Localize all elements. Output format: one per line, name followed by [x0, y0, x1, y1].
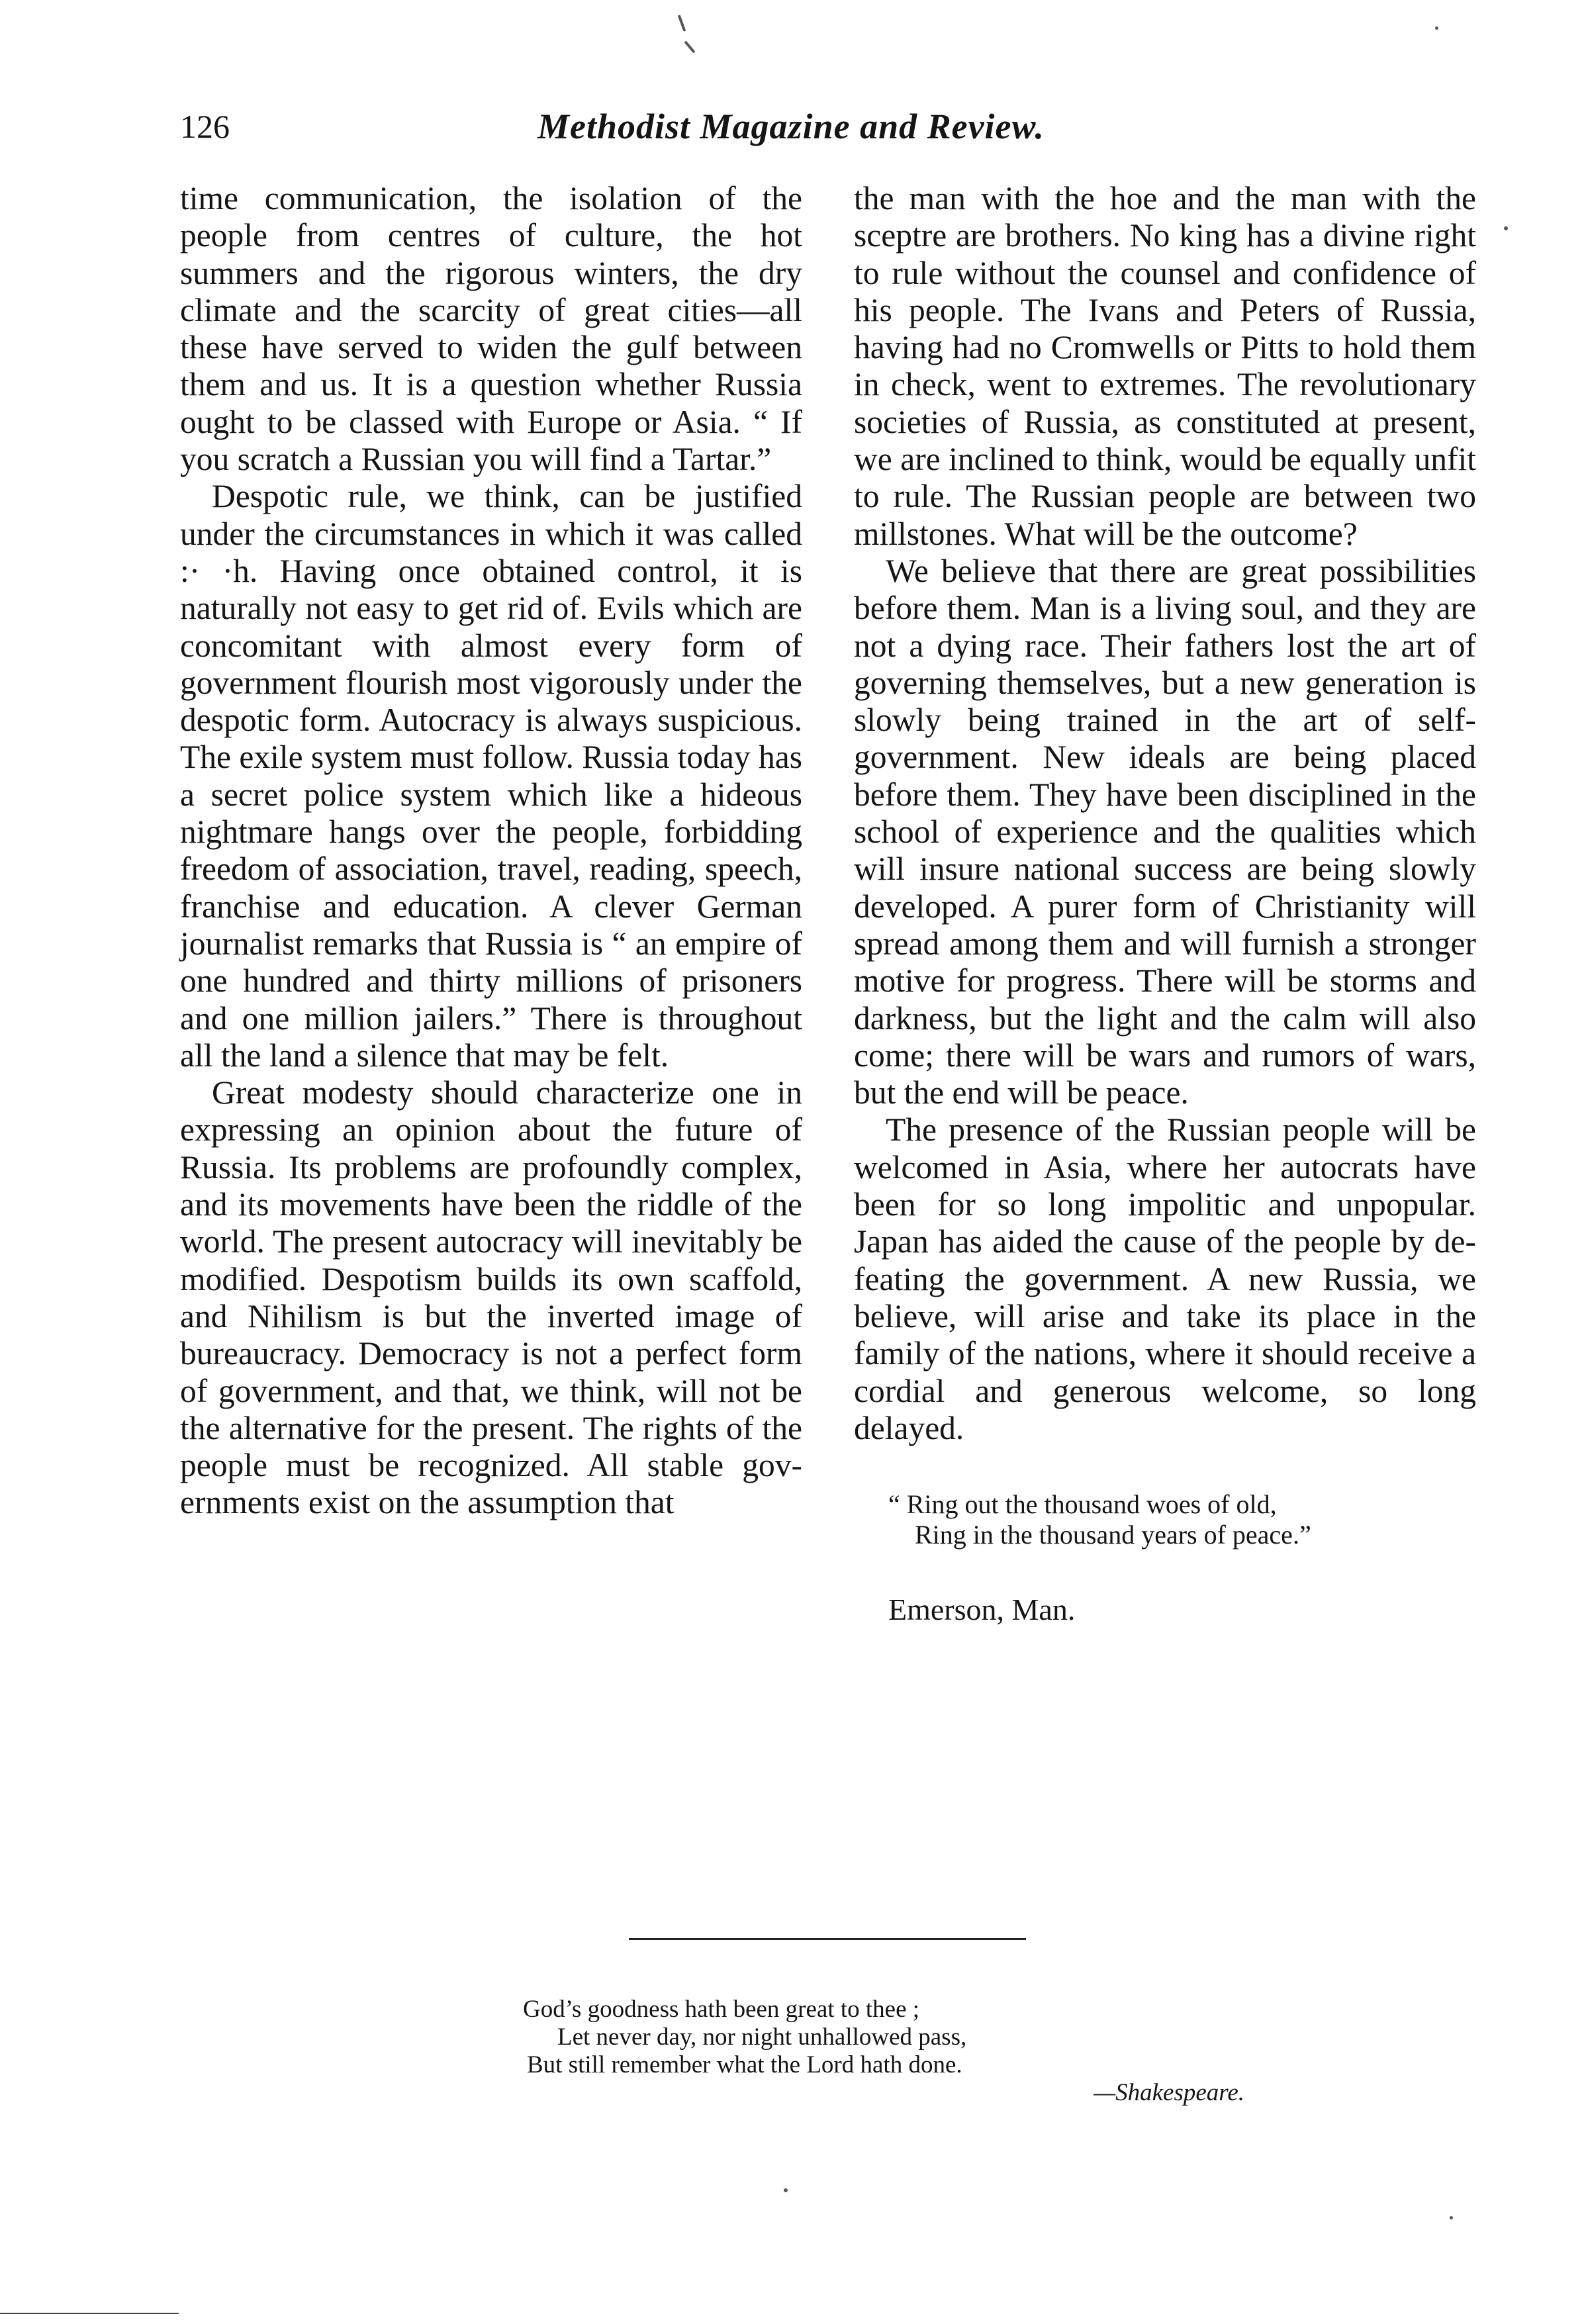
quote-line-2: Ring in the thousand years of peace.”	[915, 1520, 1311, 1550]
running-title: Methodist Magazine and Review.	[537, 107, 1045, 146]
footer-poem-line-1: God’s goodness hath been great to thee ;	[523, 1996, 920, 2023]
footer-poem	[523, 1996, 1284, 2107]
left-paragraph-2: Despotic rule, we think, can be justified under the circumstances in which it was called :· ·h. Having once obtained control, it is naturally not easy to get rid of. Evils which are concomitant with almost every form of government flourish most vigorously under the despotic form. Autocracy is always suspicious. The exile system must follow. Russia today has a secret police system which like a hideous nightmare hangs over the people, forbidding freedom of association, travel, reading, speech, franchise and education. A clever German journalist remarks that Russia is “ an empire of one hundred and thirty millions of prisoners and one million jailers.” There is throughout all the land a silence that may be felt.	[180, 478, 802, 1074]
print-speck	[1435, 26, 1438, 30]
tennyson-quote	[854, 1489, 1476, 1550]
section-divider	[629, 1938, 1026, 1940]
right-paragraph-3: The presence of the Russian people will be welcomed in Asia, where her autocrats have been for so long impolitic and unpopular. Japan has aided the cause of the people by defeating the government. A new Russia, we believe, will arise and take its place in the family of the nations, where it should receive a cordial and generous welcome, so long delayed.	[854, 1111, 1476, 1446]
print-speck	[784, 2188, 788, 2192]
bottom-edge-line	[0, 2313, 179, 2314]
page-number: 126	[180, 108, 230, 145]
right-column	[854, 180, 1476, 1628]
print-speck	[678, 15, 686, 32]
left-column	[180, 180, 802, 1522]
left-paragraph-1: time communication, the isolation of the people from centres of culture, the hot summers and the rigorous winters, the dry climate and the scarcity of great cities—all these have served to widen the gulf between them and us. It is a question whether Russia ought to be classed with Europe or Asia. “ If you scratch a Russian you will find a Tartar.”	[180, 180, 802, 478]
print-speck	[1504, 226, 1508, 230]
footer-poem-line-2: Let never day, nor night unhallowed pass,	[557, 2023, 967, 2051]
footer-poem-attribution: —Shakespeare.	[1094, 2079, 1244, 2106]
quote-line-1: “ Ring out the thousand woes of old,	[888, 1489, 1277, 1520]
print-speck	[1450, 2216, 1453, 2219]
footer-poem-line-3: But still remember what the Lord hath done.	[527, 2051, 962, 2078]
print-speck	[684, 40, 695, 53]
right-paragraph-2: We believe that there are great possibilities before them. Man is a living soul, and they are not a dying race. Their fathers lost the art of governing themselves, but a new generation is slowly being trained in the art of self-government. New ideals are being placed before them. They have been disciplined in the school of experience and the qualities which will insure national success are being slowly developed. A purer form of Christianity will spread among them and will furnish a stronger motive for progress. There will be storms and darkness, but the light and the calm will also come; there will be wars and rumors of wars, but the end will be peace.	[854, 552, 1476, 1111]
right-paragraph-1: the man with the hoe and the man with the sceptre are brothers. No king has a divine right to rule without the counsel and confidence of his people. The Ivans and Peters of Russia, having had no Cromwells or Pitts to hold them in check, went to extremes. The revolutionary societies of Russia, as constituted at present, we are inclined to think, would be equally unfit to rule. The Russian people are between two millstones. What will be the outcome?	[854, 180, 1476, 552]
left-paragraph-3: Great modesty should characterize one in expressing an opinion about the future of Russia. Its problems are profoundly complex, and its movements have been the riddle of the world. The present autocracy will inevitably be modified. Despotism builds its own scaffold, and Nihilism is but the inverted image of bureaucracy. Democracy is not a perfect form of government, and that, we think, will not be the alternative for the present. The rights of the people must be recognized. All stable governments exist on the assumption that	[180, 1074, 802, 1521]
article-attribution: Emerson, Man.	[888, 1593, 1076, 1627]
